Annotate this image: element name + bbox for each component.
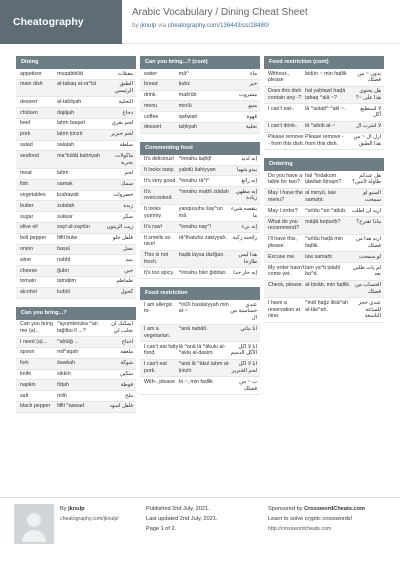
section-title: Food restriction — [140, 287, 260, 300]
arabic-cell: لم يأت طلبي بعد — [352, 264, 381, 278]
transliteration-cell: nabīḏ — [57, 256, 71, 263]
english-cell: seafood — [20, 152, 39, 159]
english-cell: fish — [20, 181, 29, 188]
table-row — [140, 101, 260, 112]
table-row — [264, 263, 384, 281]
english-cell: chicken — [20, 109, 38, 116]
transliteration-cell: zubdah — [57, 202, 75, 209]
arabic-cell: لحم خنزير — [110, 131, 133, 138]
arabic-cell: زبدة — [123, 202, 133, 209]
english-cell: appetizer — [20, 70, 42, 77]
transliteration-cell: sukkar — [57, 213, 73, 220]
column-2 — [140, 56, 260, 403]
arabic-cell: عندي حساسية من ال — [230, 301, 257, 322]
table-row — [16, 255, 136, 266]
english-cell: alcohol — [20, 289, 37, 296]
arabic-cell: هل عندكم طاولة لاثنين؟ — [352, 172, 381, 186]
english-cell: meat — [20, 170, 32, 177]
table-row — [16, 191, 136, 202]
table-row — [140, 123, 260, 134]
section-title: Commenting food — [140, 142, 260, 155]
english-cell: sugar — [20, 213, 34, 220]
english-cell: main dish — [20, 81, 43, 88]
page-subtitle: by jknulp via cheatography.com/136443/cs/28480/ — [132, 22, 270, 29]
column-1 — [16, 56, 136, 421]
transliteration-cell: māḏā tuqtariḥ? — [305, 218, 341, 225]
page-title: Arabic Vocabulary / Dining Cheat Sheet — [132, 7, 308, 18]
transliteration-cell: ^urīdu haḏā min faḍlik. — [305, 236, 345, 250]
arabic-cell: فوطة — [120, 381, 133, 388]
english-cell: Without-, please — [268, 70, 291, 84]
table-row — [140, 80, 260, 91]
transliteration-cell: yanquṣuhu šay^un mā — [178, 206, 225, 220]
transliteration-cell: mā^ — [178, 70, 189, 77]
english-cell: Can you bring me (a)... — [20, 321, 55, 334]
table-row — [140, 233, 260, 251]
transliteration-cell: rā^ihatuhu zakiyyah. — [178, 234, 227, 241]
arabic-cell: التحلية — [118, 98, 133, 105]
sponsor-tagline: Learn to solve cryptic crosswords! — [268, 516, 353, 522]
english-cell: fork — [20, 360, 29, 367]
sponsor-link[interactable]: CrosswordCheats.com — [304, 506, 366, 512]
table-row — [16, 402, 136, 413]
arabic-cell: زيت الزيتون — [106, 224, 133, 231]
english-cell: butter — [20, 202, 34, 209]
transliteration-cell: mašrūb — [178, 92, 197, 99]
arabic-cell: أريد أن أطلب — [351, 207, 381, 214]
english-cell: My order hasn't come yet. — [268, 264, 305, 278]
transliteration-cell: qahwah — [178, 113, 198, 120]
transliteration-cell: ^aḥtāǧ ... — [57, 338, 79, 345]
transliteration-cell: ṭamāṭim — [57, 278, 76, 285]
sponsor-line: Sponsored by CrosswordCheats.com — [268, 506, 366, 512]
arabic-cell: هل يحتوي هذا على ~؟ — [355, 88, 381, 101]
transliteration-cell: filfil ḥulw — [57, 235, 78, 242]
arabic-cell: سكين — [119, 371, 133, 378]
arabic-cell: إنه نيء — [241, 223, 257, 230]
arabic-cell: مقبلات — [117, 70, 133, 77]
arabic-cell: لحم بقري — [111, 120, 133, 127]
english-cell: cheese — [20, 267, 38, 274]
arabic-cell: فلفل حلو — [112, 235, 133, 242]
english-cell: Do you have a table for two? — [268, 172, 304, 186]
avatar[interactable] — [14, 504, 54, 544]
english-cell: This is not fresh. — [144, 252, 170, 266]
arabic-cell: طماطم — [116, 278, 133, 285]
footer-author-link[interactable]: jknulp — [68, 506, 85, 512]
table-row — [264, 171, 384, 189]
transliteration-cell: bidūn ~ min faḍlik — [305, 70, 347, 77]
table-row — [16, 359, 136, 370]
table-row — [140, 91, 260, 102]
vocab-table — [264, 171, 384, 323]
transliteration-cell: haḏā laysa ṭāzīǧan. — [178, 252, 225, 259]
transliteration-cell: laḥm — [57, 170, 69, 177]
transliteration-cell: ^anā nabātī. — [178, 326, 208, 333]
table-row — [16, 266, 136, 277]
transliteration-cell: law samaḥt — [305, 253, 332, 260]
arabic-cell: ملعقة — [120, 349, 133, 356]
column-3 — [264, 56, 384, 331]
transliteration-cell: ^innahu laḏīḏ! — [178, 156, 212, 163]
english-cell: salt — [20, 392, 29, 399]
transliteration-cell: fūṭah — [57, 381, 69, 388]
arabic-cell: إنه لذيذ — [241, 156, 257, 163]
english-cell: menu — [144, 102, 158, 109]
arabic-cell: فلفل أسود — [109, 403, 133, 410]
table-row — [16, 151, 136, 169]
table-row — [140, 187, 260, 205]
section-food-restriction-cont — [264, 56, 384, 150]
transliteration-cell: bi ~, min faḍlik — [178, 378, 213, 385]
table-row — [16, 119, 136, 130]
arabic-cell: دجاج — [122, 109, 133, 116]
table-row — [140, 112, 260, 123]
table-row — [264, 298, 384, 322]
table-row — [16, 288, 136, 299]
arabic-cell: نبيذ — [125, 256, 133, 263]
english-cell: It's raw! — [144, 223, 163, 230]
english-cell: beef — [20, 120, 31, 127]
table-row — [140, 342, 260, 360]
table-row — [16, 201, 136, 212]
page-footer — [0, 497, 400, 566]
transliteration-cell: yabdū šahiyyan — [178, 167, 216, 174]
transliteration-cell: ^urīdu ^an ^aṭlub. — [305, 207, 347, 214]
table-row — [264, 217, 384, 235]
english-cell: I have a reservation at nine. — [268, 299, 302, 320]
english-cell: It's delicious! — [144, 156, 175, 163]
transliteration-cell: lā ^anā lā ^ākulu al-^akla al-dasim — [178, 343, 226, 357]
transliteration-cell: ^innahu rā^i^ — [178, 177, 210, 184]
table-row — [16, 212, 136, 223]
arabic-cell: أريد هذا من فضلك — [354, 236, 381, 250]
english-cell: What do you recommend? — [268, 218, 300, 232]
arabic-cell: خضروات — [113, 192, 133, 199]
page-header — [0, 0, 400, 44]
arabic-cell: لو سمحت — [359, 253, 381, 260]
table-row — [140, 166, 260, 177]
table-row — [16, 108, 136, 119]
table-row — [140, 205, 260, 223]
section-can-you-bring — [16, 307, 136, 413]
section-can-you-bring-cont — [140, 56, 260, 134]
transliteration-cell: al-taḥliyah — [57, 98, 82, 105]
transliteration-cell: ^innahu maṭhī ziādah — [178, 188, 229, 195]
vocab-table — [264, 69, 384, 150]
transliteration-cell: lam ya^ti ṭalabī ba^d. — [305, 264, 342, 278]
table-row — [16, 169, 136, 180]
transliteration-cell: mil^aqah — [57, 349, 79, 356]
transliteration-cell: hal yaḥtawī haḏā ṭabaq ^alā ~? — [305, 88, 347, 101]
arabic-cell: منيو — [248, 102, 257, 109]
table-row — [140, 155, 260, 166]
arabic-cell: رائحته زكية — [232, 234, 257, 241]
arabic-cell: تحلية — [245, 124, 257, 131]
section-ordering — [264, 158, 384, 323]
arabic-cell: إنه رائع — [241, 177, 257, 184]
transliteration-cell: kuḥūl — [57, 289, 70, 296]
transliteration-cell: al-ḥisāb, min faḍlik. — [305, 282, 351, 289]
english-cell: It smells so nice! — [144, 234, 172, 248]
arabic-cell: ماء — [250, 70, 257, 77]
vocab-table — [140, 155, 260, 279]
arabic-cell: قهوة — [246, 113, 257, 120]
english-cell: It's overcooked. — [144, 188, 173, 202]
arabic-cell: أيمكنك أن تجلب لي — [109, 321, 133, 334]
english-cell: coffee — [144, 113, 159, 120]
english-cell: napkin — [20, 381, 36, 388]
table-row — [16, 180, 136, 191]
transliteration-cell: ^anā lā ^ākul laḥm al-ḵinzīr — [178, 361, 230, 375]
english-cell: I need (a)... — [20, 338, 48, 345]
english-cell: pork — [20, 131, 31, 138]
arabic-cell: إنه مطهي زيادة — [234, 188, 257, 202]
arabic-cell: المنيو لو سمحت — [361, 190, 381, 204]
transliteration-cell: hal ^indakum ṭāwilan liṯnayn? — [305, 172, 342, 186]
transliteration-cell: dajājah — [57, 109, 75, 116]
english-cell: I am allergic to- — [144, 301, 175, 315]
english-cell: May I order? — [268, 207, 298, 214]
english-cell: I'll have this, please. — [268, 236, 299, 250]
arabic-cell: جبن — [124, 267, 133, 274]
arabic-cell: أنا لا آكل لحم الخنزير — [231, 361, 257, 375]
arabic-cell: إنه حار جدا — [233, 269, 257, 276]
vocab-table — [140, 69, 260, 134]
transliteration-cell: muqabbilāt — [57, 70, 84, 77]
english-cell: onion — [20, 246, 33, 253]
table-row — [140, 360, 260, 378]
table-row — [264, 69, 384, 87]
vocab-table — [140, 300, 260, 395]
arabic-cell: لحم — [124, 170, 133, 177]
author-link[interactable]: jknulp — [140, 22, 157, 29]
section-dining — [16, 56, 136, 299]
english-cell: With-, please — [144, 378, 175, 385]
transliteration-cell: ^innahu ḥārr ǧiddan. — [178, 269, 227, 276]
arabic-cell: أنا نباتي — [240, 326, 257, 333]
table-row — [264, 281, 384, 299]
vocab-table — [16, 69, 136, 299]
footer-author-url[interactable]: cheatography.com/jknulp/ — [60, 516, 119, 522]
english-cell: Check, please. — [268, 282, 304, 289]
table-row — [264, 133, 384, 151]
transliteration-cell: samak — [57, 181, 73, 188]
section-title: Ordering — [264, 158, 384, 171]
arabic-cell: أزل ال ~ من هذا الطبق — [351, 134, 381, 147]
arabic-cell: ب ~ من فضلك — [237, 378, 257, 392]
section-title: Can you bring...? — [16, 307, 136, 320]
transliteration-cell: ma^kūlāt baḥriyah — [57, 152, 100, 159]
arabic-cell: سمك — [121, 181, 133, 188]
transliteration-cell: milḥ — [57, 392, 67, 399]
table-row — [264, 206, 384, 217]
section-title: Can you bring...? (cont) — [140, 56, 260, 69]
table-row — [16, 245, 136, 256]
table-row — [264, 87, 384, 105]
transliteration-cell: baṣal — [57, 246, 70, 253]
english-cell: bell pepper — [20, 235, 47, 242]
english-cell: It's too spicy. — [144, 269, 175, 276]
table-row — [140, 222, 260, 233]
english-cell: olive oil — [20, 224, 38, 231]
english-cell: dessert — [20, 98, 38, 105]
arabic-cell: شوكة — [120, 360, 133, 367]
english-cell: salad — [20, 142, 33, 149]
page-number: Page 1 of 2. — [146, 526, 177, 532]
arabic-cell: ماذا تقترح؟ — [356, 218, 381, 225]
english-cell: I can't eat pork. — [144, 361, 169, 375]
english-cell: vegetables — [20, 192, 46, 199]
transliteration-cell: filfil ^aswad — [57, 403, 85, 410]
english-cell: It's very good. — [144, 177, 177, 184]
table-row — [16, 69, 136, 80]
table-row — [16, 80, 136, 98]
transliteration-cell: salaṭah — [57, 142, 75, 149]
english-cell: black pepper — [20, 403, 51, 410]
table-row — [264, 104, 384, 122]
table-row — [16, 348, 136, 359]
sheet-url-link[interactable]: cheatography.com/136443/cs/28480/ — [167, 22, 270, 29]
transliteration-cell: taḥliyah — [178, 124, 198, 131]
arabic-cell: أحتاج — [121, 338, 133, 345]
english-cell: drink — [144, 92, 156, 99]
transliteration-cell: sikkīn — [57, 371, 71, 378]
table-row — [140, 268, 260, 279]
table-row — [264, 189, 384, 207]
arabic-cell: لا أستطيع أكل — [358, 105, 381, 119]
english-cell: It looks yummy. — [144, 206, 163, 220]
arabic-cell: الحساب من فضلك — [353, 282, 381, 296]
table-row — [16, 223, 136, 234]
updated-date: Last updated 2nd July, 2021. — [146, 516, 218, 522]
transliteration-cell: Please remove - from this dish. — [305, 134, 346, 147]
arabic-cell: بصل — [122, 246, 133, 253]
arabic-cell: ينقصه شيء ما — [230, 206, 257, 220]
table-row — [140, 176, 260, 187]
table-row — [16, 391, 136, 402]
arabic-cell: لا أشرب ال — [355, 123, 381, 130]
english-cell: I can't drink-. — [268, 123, 299, 130]
table-row — [264, 122, 384, 133]
transliteration-cell: laḥm ḵinzīr — [57, 131, 83, 138]
transliteration-cell: laḥm baqarī — [57, 120, 86, 127]
english-cell: May I have the menu? — [268, 190, 305, 204]
arabic-cell: يبدو شهياً — [237, 167, 257, 174]
table-row — [16, 380, 136, 391]
english-cell: wine — [20, 256, 31, 263]
table-row — [140, 377, 260, 395]
english-cell: spoon — [20, 349, 35, 356]
transliteration-cell: ǧubn — [57, 267, 69, 274]
transliteration-cell: ^innahu nay^! — [178, 223, 212, 230]
table-row — [16, 370, 136, 381]
transliteration-cell: ḵubz — [178, 81, 190, 88]
arabic-cell: أنا لا آكل الأكل الدسم — [230, 343, 257, 357]
table-row — [140, 325, 260, 343]
section-title: Food restriction (cont) — [264, 56, 384, 69]
english-cell: Does this dish contain any -? — [268, 88, 303, 101]
footer-author: By jknulp — [60, 506, 85, 512]
transliteration-cell: ^indī ḥaǧz lilsā^ah al-tās^ah. — [305, 299, 350, 313]
transliteration-cell: al minyū, law samaḥt. — [305, 190, 338, 204]
table-row — [16, 337, 136, 348]
table-row — [16, 141, 136, 152]
transliteration-cell: al-ṭabaq al-ra^īsī — [57, 81, 97, 88]
english-cell: bread — [144, 81, 158, 88]
table-row — [264, 235, 384, 253]
sponsor-url[interactable]: http://crosswordcheats.com — [268, 526, 332, 532]
english-cell: dessert — [144, 124, 162, 131]
arabic-cell: الطبق الرئيسي — [114, 81, 133, 95]
table-row — [16, 277, 136, 288]
arabic-cell: مشروب — [238, 92, 257, 99]
section-food-restriction — [140, 287, 260, 395]
english-cell: water — [144, 70, 157, 77]
arabic-cell: ملح — [124, 392, 133, 399]
table-row — [16, 130, 136, 141]
english-cell: Please remove - from this dish. — [268, 134, 305, 147]
arabic-cell: خبز — [249, 81, 257, 88]
english-cell: Excuse me. — [268, 253, 296, 260]
english-cell: I can't eat fatty food. — [144, 343, 179, 357]
table-row — [264, 252, 384, 263]
transliteration-cell: ^inDī ḥasāsiyyah min al-~ — [178, 301, 229, 315]
transliteration-cell: minīū — [178, 102, 192, 109]
table-row — [16, 97, 136, 108]
table-row — [140, 69, 260, 80]
table-row — [16, 234, 136, 245]
arabic-cell: كحول — [120, 289, 133, 296]
arabic-cell: بدون ~ من فضلك — [355, 70, 381, 84]
table-row — [140, 300, 260, 324]
english-cell: I can't eat-. — [268, 105, 295, 112]
transliteration-cell: lā ^ašrib al-~ — [305, 123, 336, 130]
transliteration-cell: šawkah — [57, 360, 76, 367]
arabic-cell: سلطة — [119, 142, 133, 149]
transliteration-cell: lā ^astaṭī^ ^akl ~. — [305, 105, 346, 112]
cheatography-logo[interactable]: Cheatography — [0, 0, 122, 44]
arabic-cell: هذا ليس طازجا — [237, 252, 257, 266]
english-cell: tomato — [20, 278, 37, 285]
english-cell: knife — [20, 371, 32, 378]
arabic-cell: سكر — [122, 213, 133, 220]
table-row — [16, 320, 136, 338]
transliteration-cell: ^ayumkinuka ^an taǧlibu lī ...? — [57, 321, 100, 334]
arabic-cell: مأكولات بحرية — [113, 152, 133, 166]
english-cell: It looks tasty. — [144, 167, 175, 174]
arabic-cell: عندي حجز للساعة التاسعة — [356, 299, 381, 320]
section-commenting-food — [140, 142, 260, 279]
transliteration-cell: ḵuḍrawāt — [57, 192, 79, 199]
transliteration-cell: zayt al-zaytūn — [57, 224, 90, 231]
vocab-table — [16, 320, 136, 413]
table-row — [140, 251, 260, 269]
published-date: Published 2nd July, 2021. — [146, 506, 210, 512]
section-title: Dining — [16, 56, 136, 69]
english-cell: I am a vegetarian. — [144, 326, 171, 339]
